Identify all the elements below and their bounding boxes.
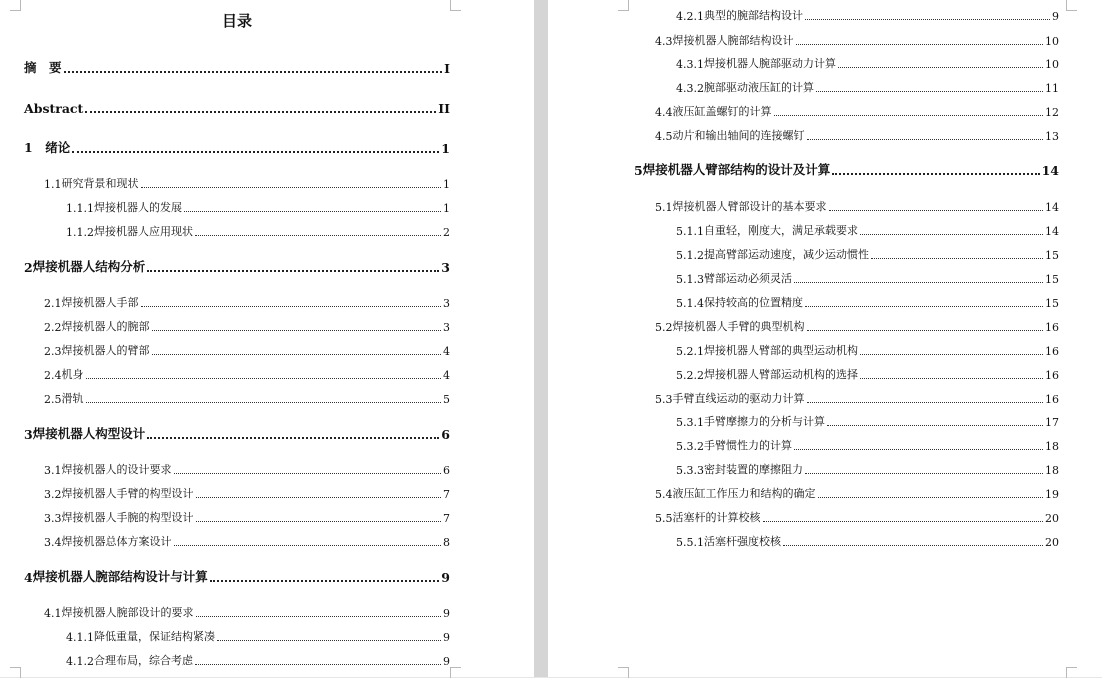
toc-entry-number: 3.3 xyxy=(44,512,62,525)
toc-entry[interactable] xyxy=(44,509,450,525)
toc-entry[interactable] xyxy=(44,294,450,310)
toc-leader-dots xyxy=(174,473,442,474)
toc-leader-dots xyxy=(85,111,436,113)
toc-page-number: 9 xyxy=(443,607,450,620)
toc-leader-dots xyxy=(794,449,1043,450)
toc-leader-dots xyxy=(196,521,442,522)
toc-entry-number: 5.1 xyxy=(655,201,673,214)
toc-page-number: 16 xyxy=(1045,321,1059,334)
toc-page-number: 10 xyxy=(1045,58,1059,71)
toc-entry[interactable] xyxy=(44,318,450,334)
toc-entry[interactable] xyxy=(676,222,1059,238)
toc-page-number: 20 xyxy=(1045,536,1059,549)
toc-leader-dots xyxy=(152,354,442,355)
crop-mark xyxy=(450,0,461,11)
toc-leader-dots xyxy=(86,378,442,379)
toc-entry-number: 5.1.4 xyxy=(676,297,704,310)
toc-page-number: 6 xyxy=(443,464,450,477)
toc-entry-text: 焊接机器人腕部结构设计 xyxy=(672,34,794,47)
toc-entry-number: 4.1 xyxy=(44,607,62,620)
toc-leader-dots xyxy=(860,354,1043,355)
toc-leader-dots xyxy=(763,521,1044,522)
toc-entry[interactable] xyxy=(676,294,1059,310)
toc-entry-number: 5.3.1 xyxy=(676,416,704,429)
crop-mark xyxy=(618,667,629,678)
toc-entry-number: 1 xyxy=(24,140,46,155)
toc-leader-dots xyxy=(184,211,441,212)
toc-page-number: 4 xyxy=(443,369,450,382)
toc-entry[interactable] xyxy=(676,246,1059,262)
toc-page-number: 15 xyxy=(1045,297,1059,310)
toc-page-number: 3 xyxy=(443,297,450,310)
crop-mark xyxy=(10,667,21,678)
toc-page-number: 9 xyxy=(443,655,450,668)
toc-entry-number: 3.4 xyxy=(44,536,62,549)
toc-entry-number: 摘 要 xyxy=(24,60,62,75)
toc-leader-dots xyxy=(860,234,1043,235)
toc-entry-text: 保持较高的位置精度 xyxy=(704,296,803,309)
toc-entry-number: 4.2.1 xyxy=(676,10,704,23)
toc-entry-number: 5.2 xyxy=(655,321,673,334)
toc-entry-number: 4.1.1 xyxy=(66,631,94,644)
toc-entry-number: 4.3 xyxy=(655,35,673,48)
toc-entry-number: 4.1.2 xyxy=(66,655,94,668)
toc-page-number: 14 xyxy=(1045,201,1059,214)
toc-entry-number: 2.3 xyxy=(44,345,62,358)
toc-entry[interactable] xyxy=(24,60,450,76)
toc-entry[interactable] xyxy=(655,198,1059,214)
crop-mark xyxy=(1066,667,1077,678)
toc-leader-dots xyxy=(794,282,1043,283)
toc-title: 目录 xyxy=(222,12,253,30)
toc-entry-text: 活塞杆强度校核 xyxy=(704,535,781,548)
toc-leader-dots xyxy=(141,187,442,188)
toc-entry-number: 2.4 xyxy=(44,369,62,382)
toc-entry-number: 4.3.1 xyxy=(676,58,704,71)
toc-leader-dots xyxy=(152,330,442,331)
toc-entry-number: 1.1.1 xyxy=(66,202,94,215)
toc-entry-number: 3.1 xyxy=(44,464,62,477)
page-divider xyxy=(534,0,548,677)
toc-entry-number: 2.1 xyxy=(44,297,62,310)
toc-leader-dots xyxy=(827,425,1043,426)
toc-entry-number: 5.2.1 xyxy=(676,345,704,358)
toc-page-number: 2 xyxy=(443,226,450,239)
toc-entry[interactable] xyxy=(676,7,1059,23)
toc-entry-text: 焊接机器人手腕的构型设计 xyxy=(61,511,194,524)
toc-entry-number: 2.5 xyxy=(44,393,62,406)
toc-entry-number: 4.5 xyxy=(655,130,673,143)
toc-entry-number: 5.3.2 xyxy=(676,440,704,453)
toc-leader-dots xyxy=(195,664,441,665)
toc-entry-text: 焊接机器人构型设计 xyxy=(32,426,146,441)
toc-leader-dots xyxy=(807,139,1044,140)
toc-page-number: 17 xyxy=(1045,416,1059,429)
toc-entry-text: 液压缸盖螺钉的计算 xyxy=(672,105,772,118)
toc-page-number: 1 xyxy=(441,141,450,156)
toc-leader-dots xyxy=(829,210,1044,211)
toc-entry[interactable] xyxy=(24,259,450,275)
toc-entry-text: 臂部运动必须灵活 xyxy=(704,272,792,285)
toc-page-number: 11 xyxy=(1045,82,1059,95)
toc-leader-dots xyxy=(838,67,1043,68)
toc-entry-number: 5.2.2 xyxy=(676,369,704,382)
toc-entry-number: 5.4 xyxy=(655,488,673,501)
toc-leader-dots xyxy=(147,270,439,272)
toc-page-number: 1 xyxy=(443,178,450,191)
toc-entry-text: 绪论 xyxy=(45,140,71,155)
document-page-left xyxy=(0,0,534,677)
toc-entry[interactable] xyxy=(655,103,1059,119)
toc-entry-text: 焊接机器人结构分析 xyxy=(32,259,146,274)
toc-leader-dots xyxy=(816,91,1043,92)
toc-entry-text: 手臂摩擦力的分析与计算 xyxy=(704,415,825,428)
toc-leader-dots xyxy=(805,19,1050,20)
toc-entry-number: 3.2 xyxy=(44,488,62,501)
toc-entry[interactable] xyxy=(655,509,1059,525)
toc-entry-text: 焊接机器人臂部设计的基本要求 xyxy=(672,200,827,213)
toc-entry-number: 5.5 xyxy=(655,512,673,525)
toc-entry-number: 5.3.3 xyxy=(676,464,704,477)
toc-entry-text: 滑轨 xyxy=(61,392,84,405)
toc-entry[interactable] xyxy=(66,199,450,215)
toc-entry[interactable] xyxy=(24,100,450,116)
toc-entry-number: 4.3.2 xyxy=(676,82,704,95)
toc-leader-dots xyxy=(141,306,442,307)
toc-entry[interactable] xyxy=(44,390,450,406)
toc-entry-number: Abstract xyxy=(24,101,84,116)
toc-page-number: 6 xyxy=(441,427,450,442)
toc-entry-number: 5.5.1 xyxy=(676,536,704,549)
toc-entry[interactable] xyxy=(66,628,450,644)
toc-leader-dots xyxy=(832,173,1039,175)
toc-entry[interactable] xyxy=(634,162,1059,178)
toc-page-number: 20 xyxy=(1045,512,1059,525)
toc-entry[interactable] xyxy=(676,55,1059,71)
toc-leader-dots xyxy=(147,437,439,439)
toc-entry[interactable] xyxy=(676,342,1059,358)
toc-entry[interactable] xyxy=(24,426,450,442)
toc-entry[interactable] xyxy=(66,223,450,239)
toc-entry[interactable] xyxy=(44,175,450,191)
toc-entry-number: 4.4 xyxy=(655,106,673,119)
toc-entry[interactable] xyxy=(676,366,1059,382)
toc-entry[interactable] xyxy=(44,604,450,620)
toc-page-number: 16 xyxy=(1045,393,1059,406)
toc-entry[interactable] xyxy=(655,318,1059,334)
toc-leader-dots xyxy=(196,497,442,498)
toc-entry[interactable] xyxy=(676,437,1059,453)
toc-page-number: 9 xyxy=(1052,10,1059,23)
toc-leader-dots xyxy=(196,616,442,617)
toc-page-number: 9 xyxy=(441,570,450,585)
toc-entry-text: 密封装置的摩擦阻力 xyxy=(704,463,803,476)
toc-page-number: 3 xyxy=(441,260,450,275)
toc-page-number: 4 xyxy=(443,345,450,358)
toc-page-number: 19 xyxy=(1045,488,1059,501)
toc-entry-text: 焊接机器人的腕部 xyxy=(61,320,150,333)
toc-entry[interactable] xyxy=(655,32,1059,48)
toc-entry-number: 3 xyxy=(24,427,33,442)
toc-entry-text: 焊接机器人臂部运动机构的选择 xyxy=(704,368,858,381)
toc-page-number: II xyxy=(438,101,450,116)
toc-entry-number: 5 xyxy=(634,163,643,178)
crop-mark xyxy=(10,0,21,11)
toc-page-number: 5 xyxy=(443,393,450,406)
toc-leader-dots xyxy=(860,378,1043,379)
toc-page-number: 14 xyxy=(1041,163,1059,178)
toc-entry[interactable] xyxy=(44,533,450,549)
crop-mark xyxy=(618,0,629,11)
toc-page-number: 13 xyxy=(1045,130,1059,143)
toc-leader-dots xyxy=(72,151,439,153)
toc-entry-text: 降低重量，保证结构紧凑 xyxy=(94,630,215,643)
crop-mark xyxy=(450,667,461,678)
toc-leader-dots xyxy=(210,580,440,582)
toc-entry-text: 焊接机器总体方案设计 xyxy=(61,535,172,548)
toc-entry-text: 焊接机器人手臂的构型设计 xyxy=(61,487,194,500)
toc-entry-number: 1.1 xyxy=(44,178,62,191)
toc-leader-dots xyxy=(217,640,441,641)
toc-entry-text: 焊接机器人腕部驱动力计算 xyxy=(704,57,836,70)
toc-leader-dots xyxy=(64,71,443,73)
toc-entry-text: 活塞杆的计算校核 xyxy=(672,511,761,524)
toc-page-number: I xyxy=(444,61,450,76)
toc-entry[interactable] xyxy=(655,127,1059,143)
toc-entry-number: 5.3 xyxy=(655,393,673,406)
toc-entry[interactable] xyxy=(24,569,450,585)
toc-page-number: 18 xyxy=(1045,440,1059,453)
toc-entry-text: 焊接机器人的臂部 xyxy=(61,344,150,357)
toc-page-number: 15 xyxy=(1045,273,1059,286)
toc-entry-text: 液压缸工作压力和结构的确定 xyxy=(672,487,816,500)
toc-leader-dots xyxy=(805,473,1043,474)
document-page-right xyxy=(548,0,1102,677)
toc-entry-text: 焊接机器人臂部的典型运动机构 xyxy=(704,344,858,357)
toc-entry[interactable] xyxy=(44,461,450,477)
toc-entry[interactable] xyxy=(24,140,450,156)
toc-entry-text: 焊接机器人腕部设计的要求 xyxy=(61,606,194,619)
toc-entry-text: 机身 xyxy=(61,368,84,381)
toc-entry[interactable] xyxy=(44,366,450,382)
toc-entry-text: 焊接机器人腕部结构设计与计算 xyxy=(32,569,208,584)
toc-page-number: 8 xyxy=(443,536,450,549)
toc-entry-text: 焊接机器人的设计要求 xyxy=(61,463,172,476)
toc-page-number: 18 xyxy=(1045,464,1059,477)
toc-entry-text: 焊接机器人臂部结构的设计及计算 xyxy=(642,162,831,177)
toc-page-number: 7 xyxy=(443,488,450,501)
toc-entry[interactable] xyxy=(44,485,450,501)
toc-leader-dots xyxy=(195,235,441,236)
toc-page-number: 16 xyxy=(1045,369,1059,382)
toc-leader-dots xyxy=(86,402,442,403)
toc-entry-text: 手臂直线运动的驱动力计算 xyxy=(672,392,805,405)
toc-entry-text: 焊接机器人应用现状 xyxy=(94,225,193,238)
toc-entry[interactable] xyxy=(655,390,1059,406)
toc-entry-text: 腕部驱动液压缸的计算 xyxy=(704,81,814,94)
toc-leader-dots xyxy=(174,545,442,546)
toc-entry[interactable] xyxy=(676,413,1059,429)
toc-leader-dots xyxy=(783,545,1043,546)
toc-page-number: 15 xyxy=(1045,249,1059,262)
toc-page-number: 12 xyxy=(1045,106,1059,119)
toc-leader-dots xyxy=(805,306,1043,307)
toc-page-number: 1 xyxy=(443,202,450,215)
toc-entry-text: 手臂惯性力的计算 xyxy=(704,439,792,452)
toc-page-number: 16 xyxy=(1045,345,1059,358)
toc-leader-dots xyxy=(807,330,1044,331)
toc-entry-number: 2 xyxy=(24,260,33,275)
toc-page-number: 14 xyxy=(1045,225,1059,238)
toc-entry[interactable] xyxy=(676,270,1059,286)
toc-entry[interactable] xyxy=(676,533,1059,549)
toc-leader-dots xyxy=(807,402,1044,403)
toc-leader-dots xyxy=(774,115,1044,116)
toc-entry-text: 典型的腕部结构设计 xyxy=(704,9,803,22)
toc-entry-number: 4 xyxy=(24,570,33,585)
toc-page-number: 7 xyxy=(443,512,450,525)
toc-page-number: 9 xyxy=(443,631,450,644)
toc-entry[interactable] xyxy=(44,342,450,358)
toc-page-number: 3 xyxy=(443,321,450,334)
crop-mark xyxy=(1066,0,1077,11)
toc-entry[interactable] xyxy=(66,652,450,668)
toc-page-number: 10 xyxy=(1045,35,1059,48)
toc-entry-text: 合理布局，综合考虑 xyxy=(94,654,193,667)
toc-entry-number: 2.2 xyxy=(44,321,62,334)
toc-entry-text: 研究背景和现状 xyxy=(61,177,139,190)
toc-entry-number: 5.1.3 xyxy=(676,273,704,286)
toc-entry[interactable] xyxy=(676,461,1059,477)
toc-entry-text: 提高臂部运动速度，减少运动惯性 xyxy=(704,248,869,261)
toc-entry[interactable] xyxy=(676,79,1059,95)
toc-entry-text: 动片和输出轴间的连接螺钉 xyxy=(672,129,805,142)
toc-entry-text: 焊接机器人手部 xyxy=(61,296,139,309)
toc-entry-text: 焊接机器人的发展 xyxy=(94,201,182,214)
toc-entry-text: 焊接机器人手臂的典型机构 xyxy=(672,320,805,333)
toc-leader-dots xyxy=(796,44,1044,45)
toc-entry-number: 1.1.2 xyxy=(66,226,94,239)
toc-entry-text: 自重轻，刚度大，满足承载要求 xyxy=(704,224,858,237)
toc-leader-dots xyxy=(818,497,1044,498)
toc-leader-dots xyxy=(871,258,1043,259)
toc-entry[interactable] xyxy=(655,485,1059,501)
toc-entry-number: 5.1.1 xyxy=(676,225,704,238)
toc-entry-number: 5.1.2 xyxy=(676,249,704,262)
